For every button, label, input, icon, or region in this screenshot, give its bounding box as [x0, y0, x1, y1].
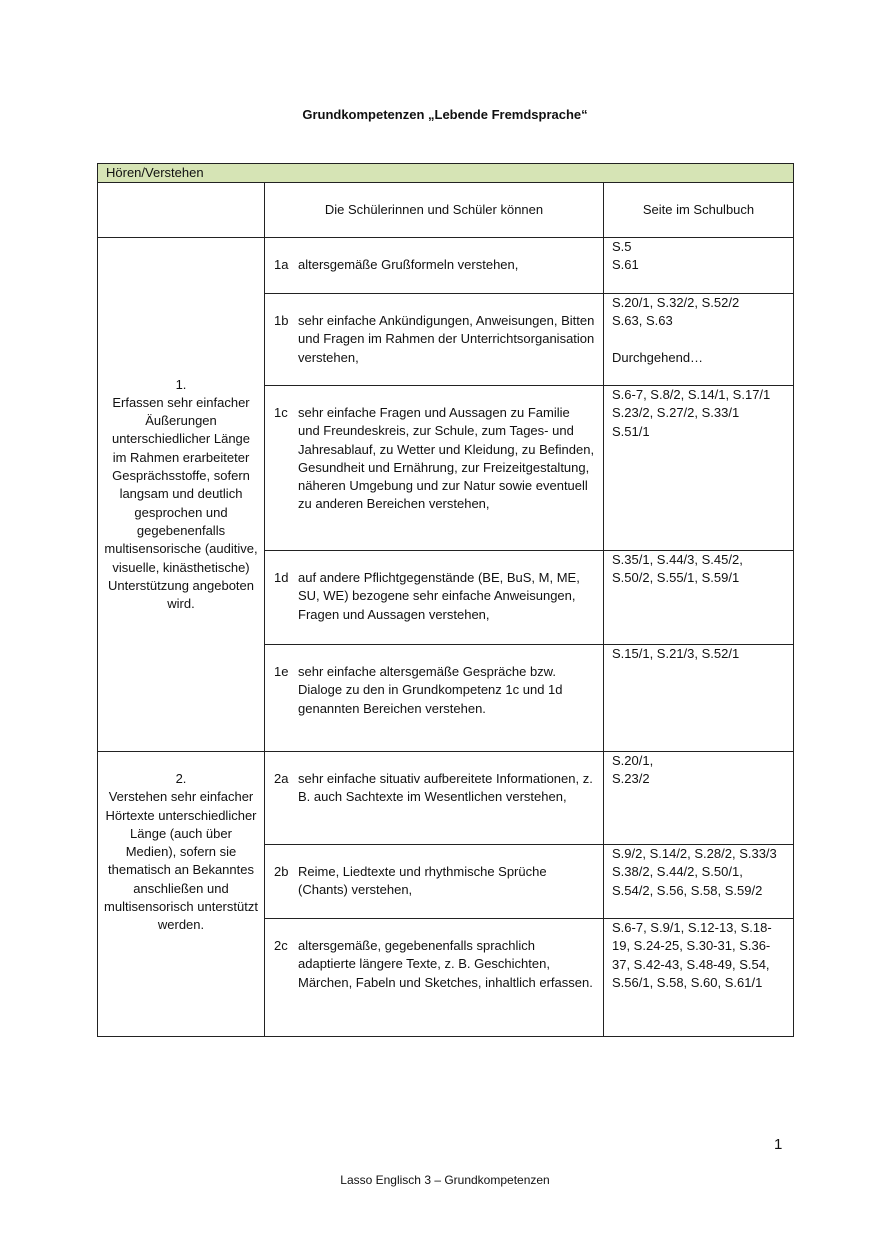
competency-cell: [265, 752, 604, 845]
header-row: [98, 183, 794, 238]
group-label-1: [98, 238, 265, 752]
table-row: [98, 238, 794, 294]
competency-code: 1a: [274, 257, 289, 273]
page-footer: Lasso Englisch 3 – Grundkompetenzen: [340, 1173, 550, 1187]
competency-code: 2b: [274, 864, 289, 879]
pages-cell: S.9/2, S.14/2, S.28/2, S.33/3 S.38/2, S.44/2, S.50/1, S.54/2, S.56, S.58, S.59/2: [604, 845, 794, 919]
pages-cell: S.35/1, S.44/3, S.45/2, S.50/2, S.55/1, S.59/1: [604, 551, 794, 645]
competency-text: sehr einfache Fragen und Aussagen zu Familie und Freundeskreis, zur Schule, zum Tages- und Jahresablauf, zu Wetter und Kleidung, zu Befinden, Gesundheit und Ernährung, zur Freizeitgestaltung, näheren Umgebung und zur Natur sowie eventuell zu anderen Bereichen verstehen,: [298, 405, 595, 512]
competency-text: auf andere Pflichtgegenstände (BE, BuS, M, ME, SU, WE) bezogene sehr einfache Anweisungen, Fragen und Aussagen verstehen,: [298, 570, 580, 622]
competency-text: altersgemäße Grußformeln verstehen,: [298, 257, 519, 273]
competency-text: sehr einfache altersgemäße Gespräche bzw. Dialoge zu den in Grundkompetenz 1c und 1d genannten Bereichen verstehen.: [298, 664, 563, 716]
group-label-text: 1. Erfassen sehr einfacher Äußerungen unterschiedlicher Länge im Rahmen erarbeiteter Gesprächsstoffe, sofern langsam und deutlich gesprochen und gegebenenfalls multisensorische (auditive, visuelle, kinästhetische) Unterstützung angeboten wird.: [104, 376, 258, 612]
pages-cell: S.5 S.61: [604, 238, 794, 294]
competency-text: sehr einfache Ankündigungen, Anweisungen, Bitten und Fragen im Rahmen der Unterrichtsorganisation verstehen,: [298, 313, 595, 365]
competency-cell: [265, 386, 604, 551]
competency-code: 2a: [274, 771, 289, 786]
pages-cell: S.6-7, S.8/2, S.14/1, S.17/1 S.23/2, S.27/2, S.33/1 S.51/1: [604, 386, 794, 551]
page-number: 1: [774, 1136, 783, 1153]
header-col-competency: Die Schülerinnen und Schüler können: [265, 183, 604, 238]
pages-cell: S.15/1, S.21/3, S.52/1: [604, 645, 794, 752]
header-col-group: [98, 183, 265, 238]
competency-table: [97, 163, 794, 1037]
competency-code: 1d: [274, 570, 289, 585]
group-label-text: 2. Verstehen sehr einfacher Hörtexte unterschiedlicher Länge (auch über Medien), sofern sie thematisch an Bekanntes anschließen und multisensorisch unterstützt werden.: [104, 771, 258, 933]
section-title: Hören/Verstehen: [98, 164, 794, 183]
competency-code: 1e: [274, 664, 289, 679]
competency-cell: [265, 919, 604, 1037]
competency-text: altersgemäße, gegebenenfalls sprachlich adaptierte längere Texte, z. B. Geschichten, Märchen, Fabeln und Sketches, inhaltlich erfassen.: [298, 938, 593, 990]
header-col-pages: Seite im Schulbuch: [604, 183, 794, 238]
page-title: Grundkompetenzen „Lebende Fremdsprache“: [302, 107, 588, 122]
competency-code: 1b: [274, 313, 289, 329]
competency-cell: [265, 845, 604, 919]
competency-cell: [265, 294, 604, 386]
table-row: [98, 752, 794, 845]
pages-cell: S.20/1, S.23/2: [604, 752, 794, 845]
pages-cell: S.20/1, S.32/2, S.52/2 S.63, S.63 Durchgehend…: [604, 294, 794, 386]
competency-cell: [265, 551, 604, 645]
competency-cell: [265, 238, 604, 294]
competency-code: 1c: [274, 405, 288, 420]
pages-cell: S.6-7, S.9/1, S.12-13, S.18- 19, S.24-25, S.30-31, S.36- 37, S.42-43, S.48-49, S.54, S.56/1, S.58, S.60, S.61/1: [604, 919, 794, 1037]
competency-text: Reime, Liedtexte und rhythmische Sprüche (Chants) verstehen,: [298, 864, 547, 898]
competency-code: 2c: [274, 938, 288, 953]
group-label-2: [98, 752, 265, 1037]
section-row: [98, 164, 794, 183]
competency-cell: [265, 645, 604, 752]
competency-text: sehr einfache situativ aufbereitete Informationen, z. B. auch Sachtexte im Wesentlichen verstehen,: [298, 771, 593, 805]
